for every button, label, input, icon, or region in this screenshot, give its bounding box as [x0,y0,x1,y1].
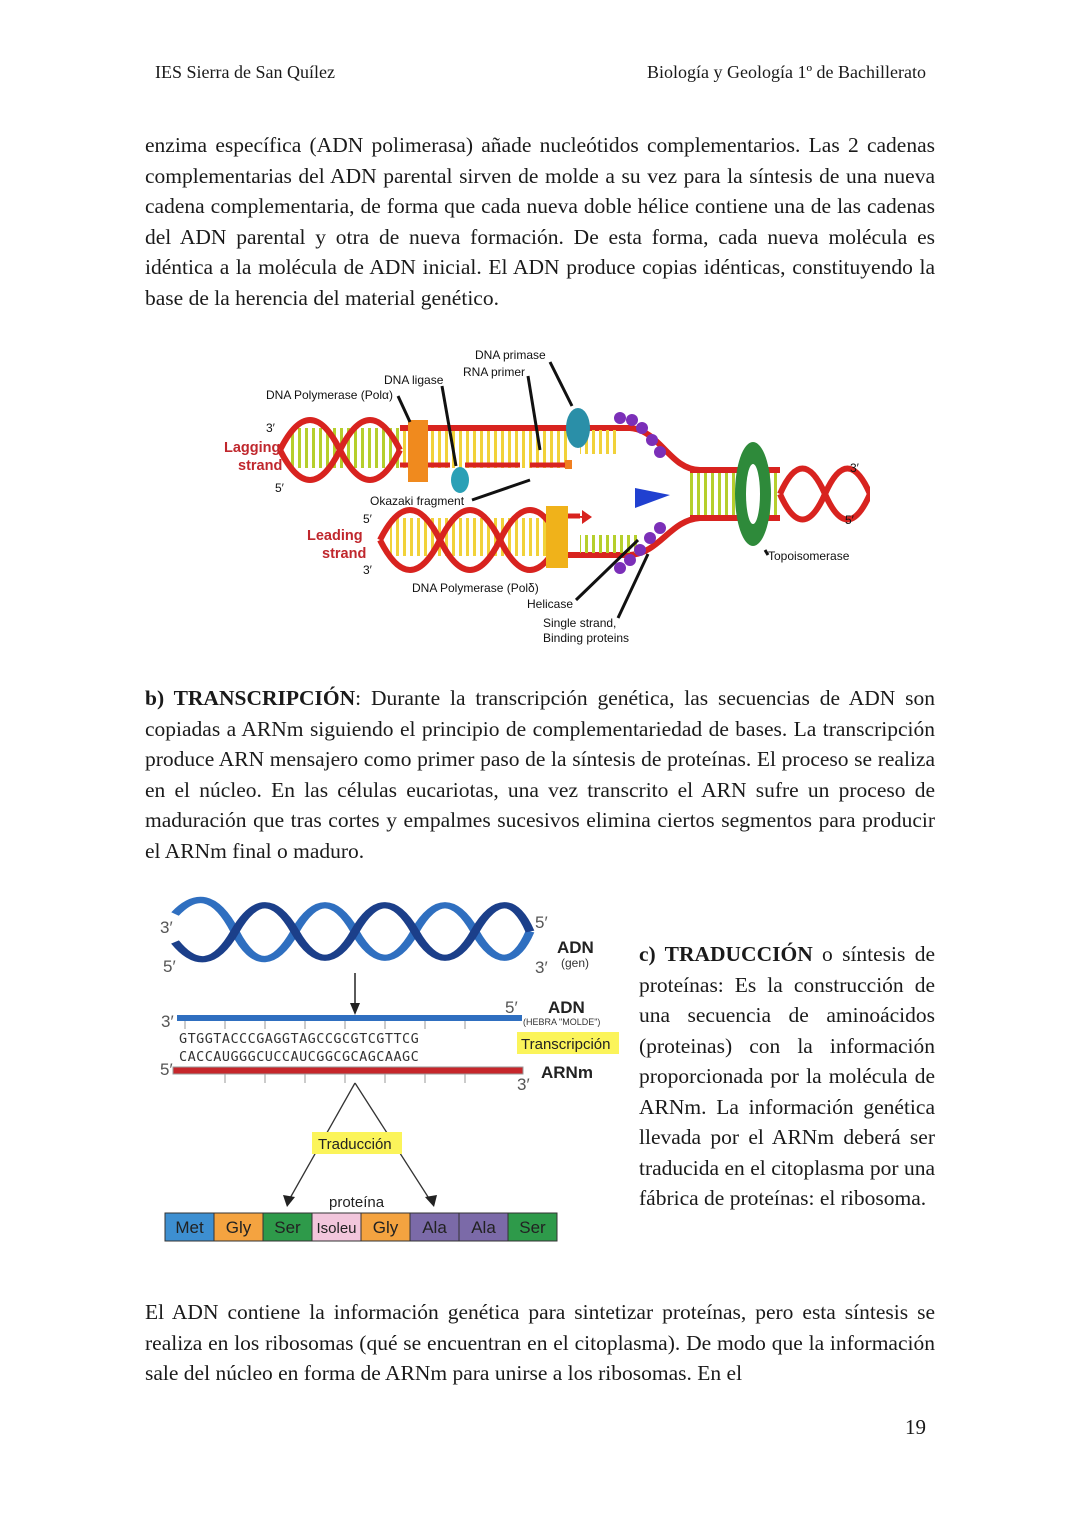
helix-3prime-right: 3′ [535,958,548,977]
primase-enzyme [566,408,590,448]
transcription-paragraph [145,683,935,866]
label-ssb-2: Binding proteins [543,631,630,645]
label-pol-alpha: DNA Polymerase (Polα) [266,388,393,402]
helix-5prime-left: 5′ [163,957,176,976]
label-adn-template: ADN [548,998,585,1017]
mrna-3prime: 3′ [517,1075,530,1094]
header-course: Biología y Geología 1º de Bachillerato [646,62,926,82]
ligase-enzyme [451,467,469,493]
template-5prime: 5′ [505,998,518,1017]
header-school: IES Sierra de San Quílez [155,62,335,82]
closing-paragraph: El ADN contiene la información genética para sintetizar proteínas, pero esta síntesis se realiza en los ribosomas (qué se encuentran en el citoplasma). De modo que la información sale del núcleo en forma de ARNm para unirse a los ribosomas. En el [145,1300,935,1385]
dna-sequence: GTGGTACCCGAGGTAGCCGCGTCGTTCG [179,1031,420,1047]
transcription-translation-figure [155,895,625,1255]
helix-5prime-right: 5′ [535,913,548,932]
template-strand-bar [177,1015,522,1021]
pol-alpha-enzyme [408,420,428,482]
label-lagging-3prime: 3′ [266,421,275,435]
label-lagging-strand: strand [238,458,283,474]
label-rna-primer: RNA primer [463,365,526,379]
label-lagging-5prime: 5′ [275,481,284,495]
dna-replication-figure [220,340,870,650]
label-arnm: ARNm [541,1063,593,1082]
pol-delta-enzyme [546,506,568,568]
topoisomerase-hole [746,464,760,524]
translation-paragraph [639,939,935,1214]
label-parent-3prime: 3′ [850,461,859,475]
amino-acid-label: Ala [422,1218,447,1237]
label-leading-3prime: 3′ [363,563,372,577]
translation-text: o síntesis de proteínas: Es la construcción de una secuencia de aminoácidos (proteinas) con la información proporcionada por la molécula de ARNm. La información genética llevada por el ARNm deberá ser traducida en el citoplasma por una fábrica de proteínas: el ribosoma. [639,942,935,1210]
mrna-5prime: 5′ [160,1060,173,1079]
label-traduccion: Traducción [318,1136,392,1153]
label-dna-ligase: DNA ligase [384,373,444,387]
amino-acid-label: Ser [274,1218,301,1237]
amino-acid-label: Ser [519,1218,546,1237]
intro-paragraph: enzima específica (ADN polimerasa) añade nucleótidos complementarios. Las 2 cadenas complementarias del ADN parental sirven de molde a su vez para la síntesis de una nueva cadena complementaria, de forma que cada nueva doble hélice contiene una de las cadenas del ADN parental y otra de nueva formación. De esta forma, cada nueva molécula es idéntica a la molécula de ADN inicial. El ADN produce copias idénticas, constituyendo la base de la herencia del material genético. [145,133,935,310]
label-pol-delta: DNA Polymerase (Polδ) [412,581,539,595]
template-3prime: 3′ [161,1012,174,1031]
label-helicase: Helicase [527,597,574,611]
label-parent-5prime: 5′ [845,513,854,527]
amino-acid-label: Gly [372,1218,399,1237]
label-transcripcion: Transcripción [521,1036,611,1053]
label-hebra-molde: (HEBRA "MOLDE") [523,1017,601,1027]
label-ssb-1: Single strand, [543,616,617,630]
parental-helix [690,469,870,520]
label-leading: Leading [307,528,363,544]
label-adn: ADN [557,938,594,957]
helix-3prime: 3′ [160,918,173,937]
dna-gene-helix [175,900,530,959]
helicase-enzyme [635,488,670,508]
label-okazaki: Okazaki fragment [370,494,465,508]
transcription-title: b) TRANSCRIPCIÓN [145,686,356,710]
label-dna-primase: DNA primase [475,348,546,362]
amino-acid-label: Met [175,1218,204,1237]
label-leading-strand: strand [322,546,367,562]
mrna-strand-bar [173,1067,523,1074]
label-leading-5prime: 5′ [363,512,372,526]
amino-acid-label: Gly [225,1218,252,1237]
rna-sequence: CACCAUGGGCUCCAUCGGCGCAGCAAGC [179,1049,420,1065]
amino-acid-label: Ala [471,1218,496,1237]
page-number: 19 [905,1415,926,1439]
amino-acid-label: Isoleu [316,1220,357,1237]
label-topoisomerase: Topoisomerase [768,549,850,563]
label-lagging: Lagging [224,440,281,456]
lagging-strand-helix [280,420,750,480]
label-gen: (gen) [561,956,590,970]
translation-title: c) TRADUCCIÓN [639,942,813,966]
transcription-text: : Durante la transcripción genética, las secuencias de ADN son copiadas a ARNm siguiendo el principio de complementariedad de bases. La transcripción produce ARN mensajero como primer paso de la síntesis de proteínas. El proceso se realiza en el núcleo. En las células eucariotas, una vez transcrito el ARN sufre un proceso de maduración que tras cortes y empalmes sucesivos elimina ciertos segmentos para producir el ARNm final o maduro. [145,686,935,863]
amino-acid-chain [165,1213,557,1241]
label-proteina: proteína [329,1194,385,1211]
